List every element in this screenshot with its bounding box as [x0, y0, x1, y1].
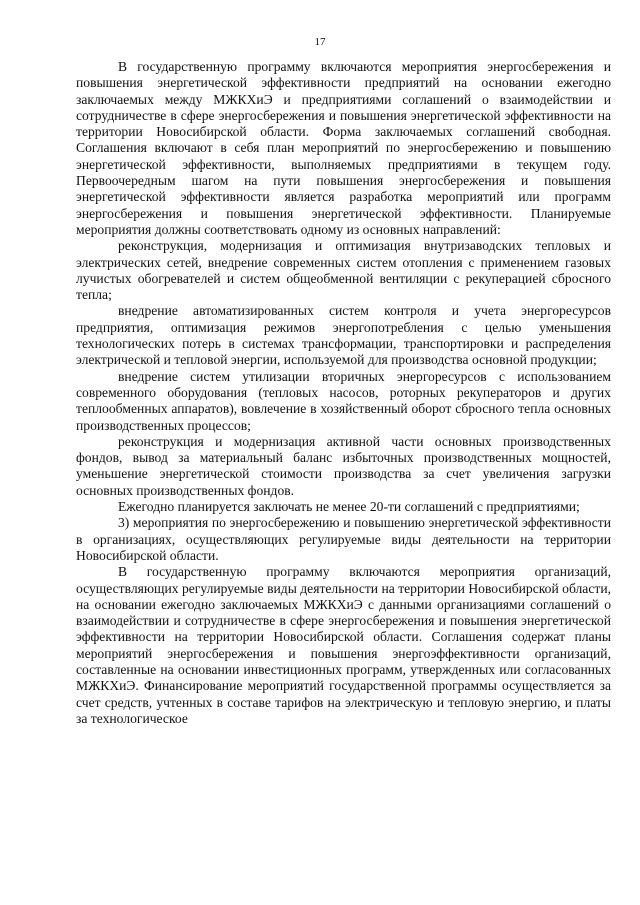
paragraph-programme-enterprises: В государственную программу включаются мероприятия энергосбережения и повышения энергетической эффективности предприятий на основании ежегодно заключаемых между МЖКХиЭ и предприятиями соглашений о взаимодействии и сотрудничестве в сфере энергосбережения и повышения энергетической эффективности на территории Новосибирской области. Форма заключаемых соглашений свободная. Соглашения включают в себя план мероприятий по энергосбережению и повышению энергетической эффективности, выполняемых предприятиями в текущем году. Первоочередным шагом на пути повышения энергосбережения и повышения энергетической эффективности является разработка мероприятий или программ энергосбережения и повышения энергетической эффективности. Планируемые мероприятия должны соответствовать одному из основных направлений:	[76, 59, 611, 237]
paragraph-direction-automation: внедрение автоматизированных систем контроля и учета энергоресурсов предприятия, оптимизация режимов энергопотребления с целью уменьшения технологических потерь в системах трансформации, транспортировки и распределения электрической и тепловой энергии, используемой для производства основной продукции;	[76, 303, 611, 368]
paragraph-direction-modernization: реконструкция и модернизация активной части основных производственных фондов, вывод за материальный баланс избыточных производственных мощностей, уменьшение энергетической стоимости производства за счет увеличения загрузки основных производственных фондов.	[76, 433, 611, 498]
paragraph-item-3: 3) мероприятия по энергосбережению и повышению энергетической эффективности в организациях, осуществляющих регулируемые виды деятельности на территории Новосибирской области.	[76, 515, 611, 563]
paragraph-direction-utilization: внедрение систем утилизации вторичных энергоресурсов с использованием современного оборудования (тепловых насосов, роторных рекуператоров и других теплообменных аппаратов), вовлечение в хозяйственный оборот сбросного тепла основных производственных процессов;	[76, 368, 611, 433]
paragraph-programme-organizations: В государственную программу включаются мероприятия организаций, осуществляющих регулируемые виды деятельности на территории Новосибирской области, на основании ежегодно заключаемых МЖКХиЭ с данными организациями соглашений о взаимодействии и сотрудничестве в сфере энергосбережения и повышения энергетической эффективности на территории Новосибирской области. Соглашения содержат планы мероприятий энергосбережения и повышения энергоэффективности организаций, составленные на основании инвестиционных программ, утвержденных или согласованных МЖКХиЭ. Финансирование мероприятий государственной программы осуществляется за счет средств, учтенных в составе тарифов на электрическую и тепловую энергию, и платы за технологическое	[76, 564, 611, 726]
paragraph-direction-reconstruction-networks: реконструкция, модернизация и оптимизация внутризаводских тепловых и электрических сетей, внедрение современных систем отопления с применением газовых лучистых обогревателей и систем общеобменной вентиляции с рекуперацией сбросного тепла;	[76, 238, 611, 303]
page-body	[76, 59, 611, 727]
paragraph-annual-agreements: Ежегодно планируется заключать не менее 20-ти соглашений с предприятиями;	[118, 499, 580, 515]
page-number: 17	[314, 36, 326, 48]
